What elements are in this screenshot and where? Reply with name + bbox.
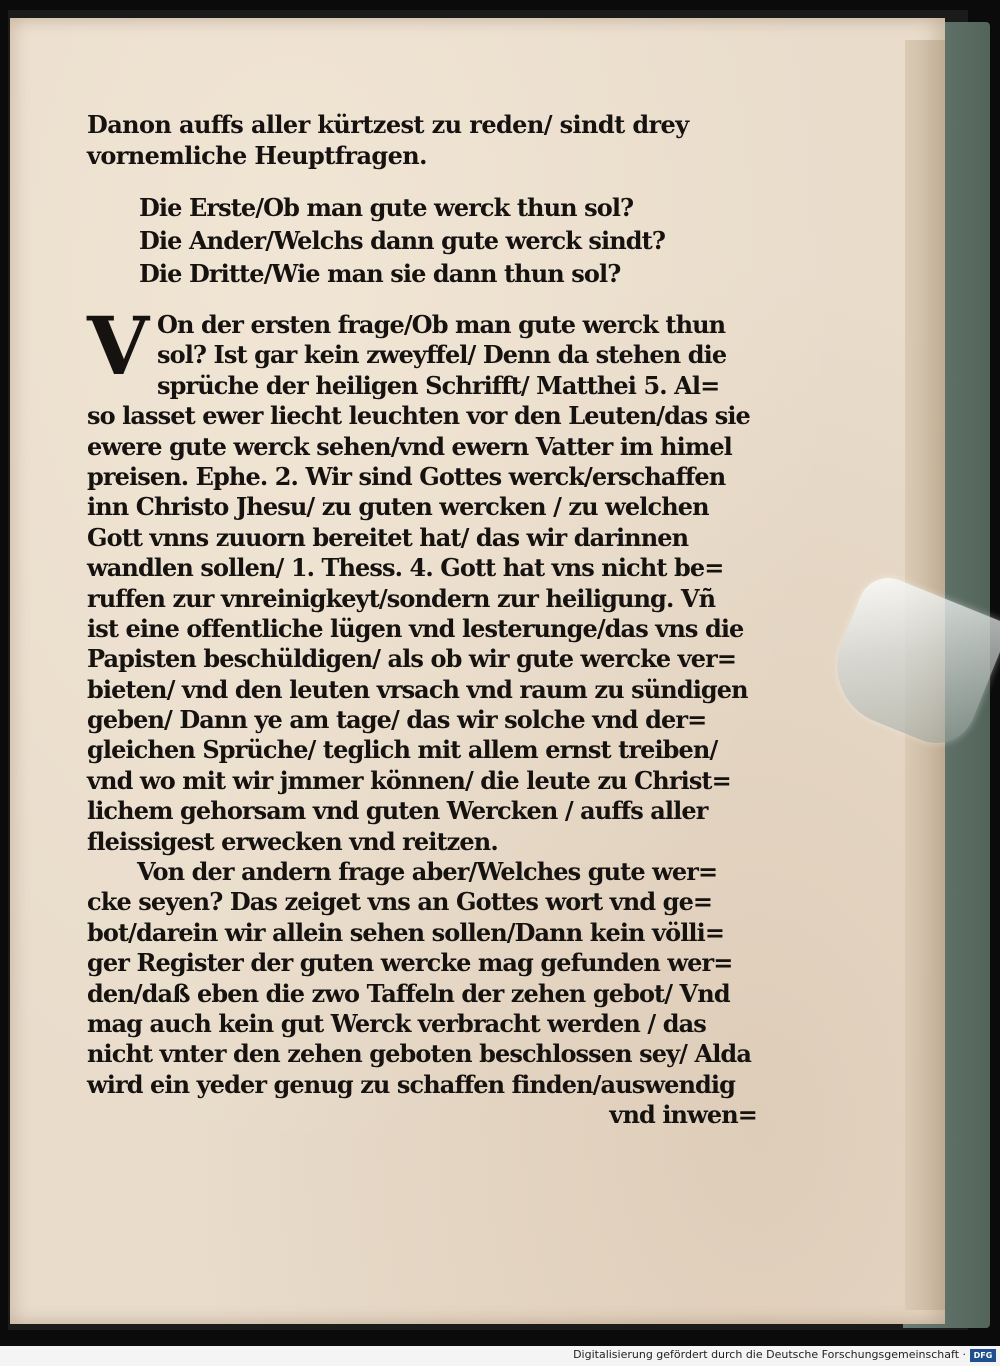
text-line: Von der andern frage aber/Welches gute wer=: [137, 857, 718, 887]
text-line: fleissigest erwecken vnd reitzen.: [87, 826, 498, 856]
funding-credit: Digitalisierung gefördert durch die Deutsche Forschungsgemeinschaft ·: [573, 1348, 966, 1361]
text-line: wandlen sollen/ 1. Thess. 4. Gott hat vns nicht be=: [87, 553, 724, 583]
text-line: inn Christo Jhesu/ zu guten wercken / zu welchen: [87, 492, 709, 522]
drop-capital: V: [87, 299, 150, 393]
question-list: [87, 191, 757, 290]
footer-bar: [0, 1346, 1000, 1366]
question-line: Die Erste/Ob man gute werck thun sol?: [139, 193, 634, 222]
text-line: so lasset ewer liecht leuchten vor den Leuten/das sie: [87, 401, 750, 431]
intro-paragraph: [87, 110, 757, 171]
text-line: ruffen zur vnreinigkeyt/sondern zur heiligung. Vñ: [87, 583, 716, 613]
text-line: ist eine offentliche lügen vnd lesterunge/das vns die: [87, 613, 744, 643]
text-line: mag auch kein gut Werck verbracht werden / das: [87, 1008, 706, 1038]
text-line: Papisten beschüldigen/ als ob wir gute wercke ver=: [87, 644, 737, 674]
text-line: Danon auffs aller kürtzest zu reden/ sindt drey: [87, 110, 689, 139]
question-line: Die Dritte/Wie man sie dann thun sol?: [139, 259, 621, 288]
text-line: preisen. Ephe. 2. Wir sind Gottes werck/erschaffen: [87, 461, 726, 491]
text-line: nicht vnter den zehen geboten beschlossen sey/ Alda: [87, 1039, 751, 1069]
text-line: lichem gehorsam vnd guten Wercken / auffs aller: [87, 796, 708, 826]
text-line: ger Register der guten wercke mag gefunden wer=: [87, 948, 733, 978]
question-line: Die Ander/Welchs dann gute werck sindt?: [139, 226, 666, 255]
catchword: vnd inwen=: [609, 1100, 757, 1130]
dfg-logo-icon: DFG: [970, 1349, 996, 1362]
paragraph-first-question: [87, 299, 757, 857]
text-line: sprüche der heiligen Schrifft/ Matthei 5. Al=: [157, 370, 720, 400]
text-line: bot/darein wir allein sehen sollen/Dann kein völli=: [87, 917, 725, 947]
page-text: [87, 110, 757, 1131]
text-line: geben/ Dann ye am tage/ das wir solche vnd der=: [87, 705, 707, 735]
text-line: ewere gute werck sehen/vnd ewern Vatter im himel: [87, 431, 732, 461]
text-line: wird ein yeder genug zu schaffen finden/auswendig: [87, 1069, 736, 1099]
text-line: vnd wo mit wir jmmer können/ die leute zu Christ=: [87, 765, 731, 795]
text-line: sol? Ist gar kein zweyffel/ Denn da stehen die: [157, 340, 727, 370]
paragraph-second-question: [87, 857, 757, 1131]
text-line: bieten/ vnd den leuten vrsach vnd raum zu sündigen: [87, 674, 748, 704]
text-line: den/daß eben die zwo Taffeln der zehen gebot/ Vnd: [87, 978, 730, 1008]
text-line: gleichen Sprüche/ teglich mit allem ernst treiben/: [87, 735, 718, 765]
text-line: On der ersten frage/Ob man gute werck thun: [157, 310, 726, 339]
text-line: vornemliche Heuptfragen.: [87, 140, 427, 170]
text-line: Gott vnns zuuorn bereitet hat/ das wir darinnen: [87, 522, 689, 552]
text-line: cke seyen? Das zeiget vns an Gottes wort vnd ge=: [87, 887, 713, 917]
